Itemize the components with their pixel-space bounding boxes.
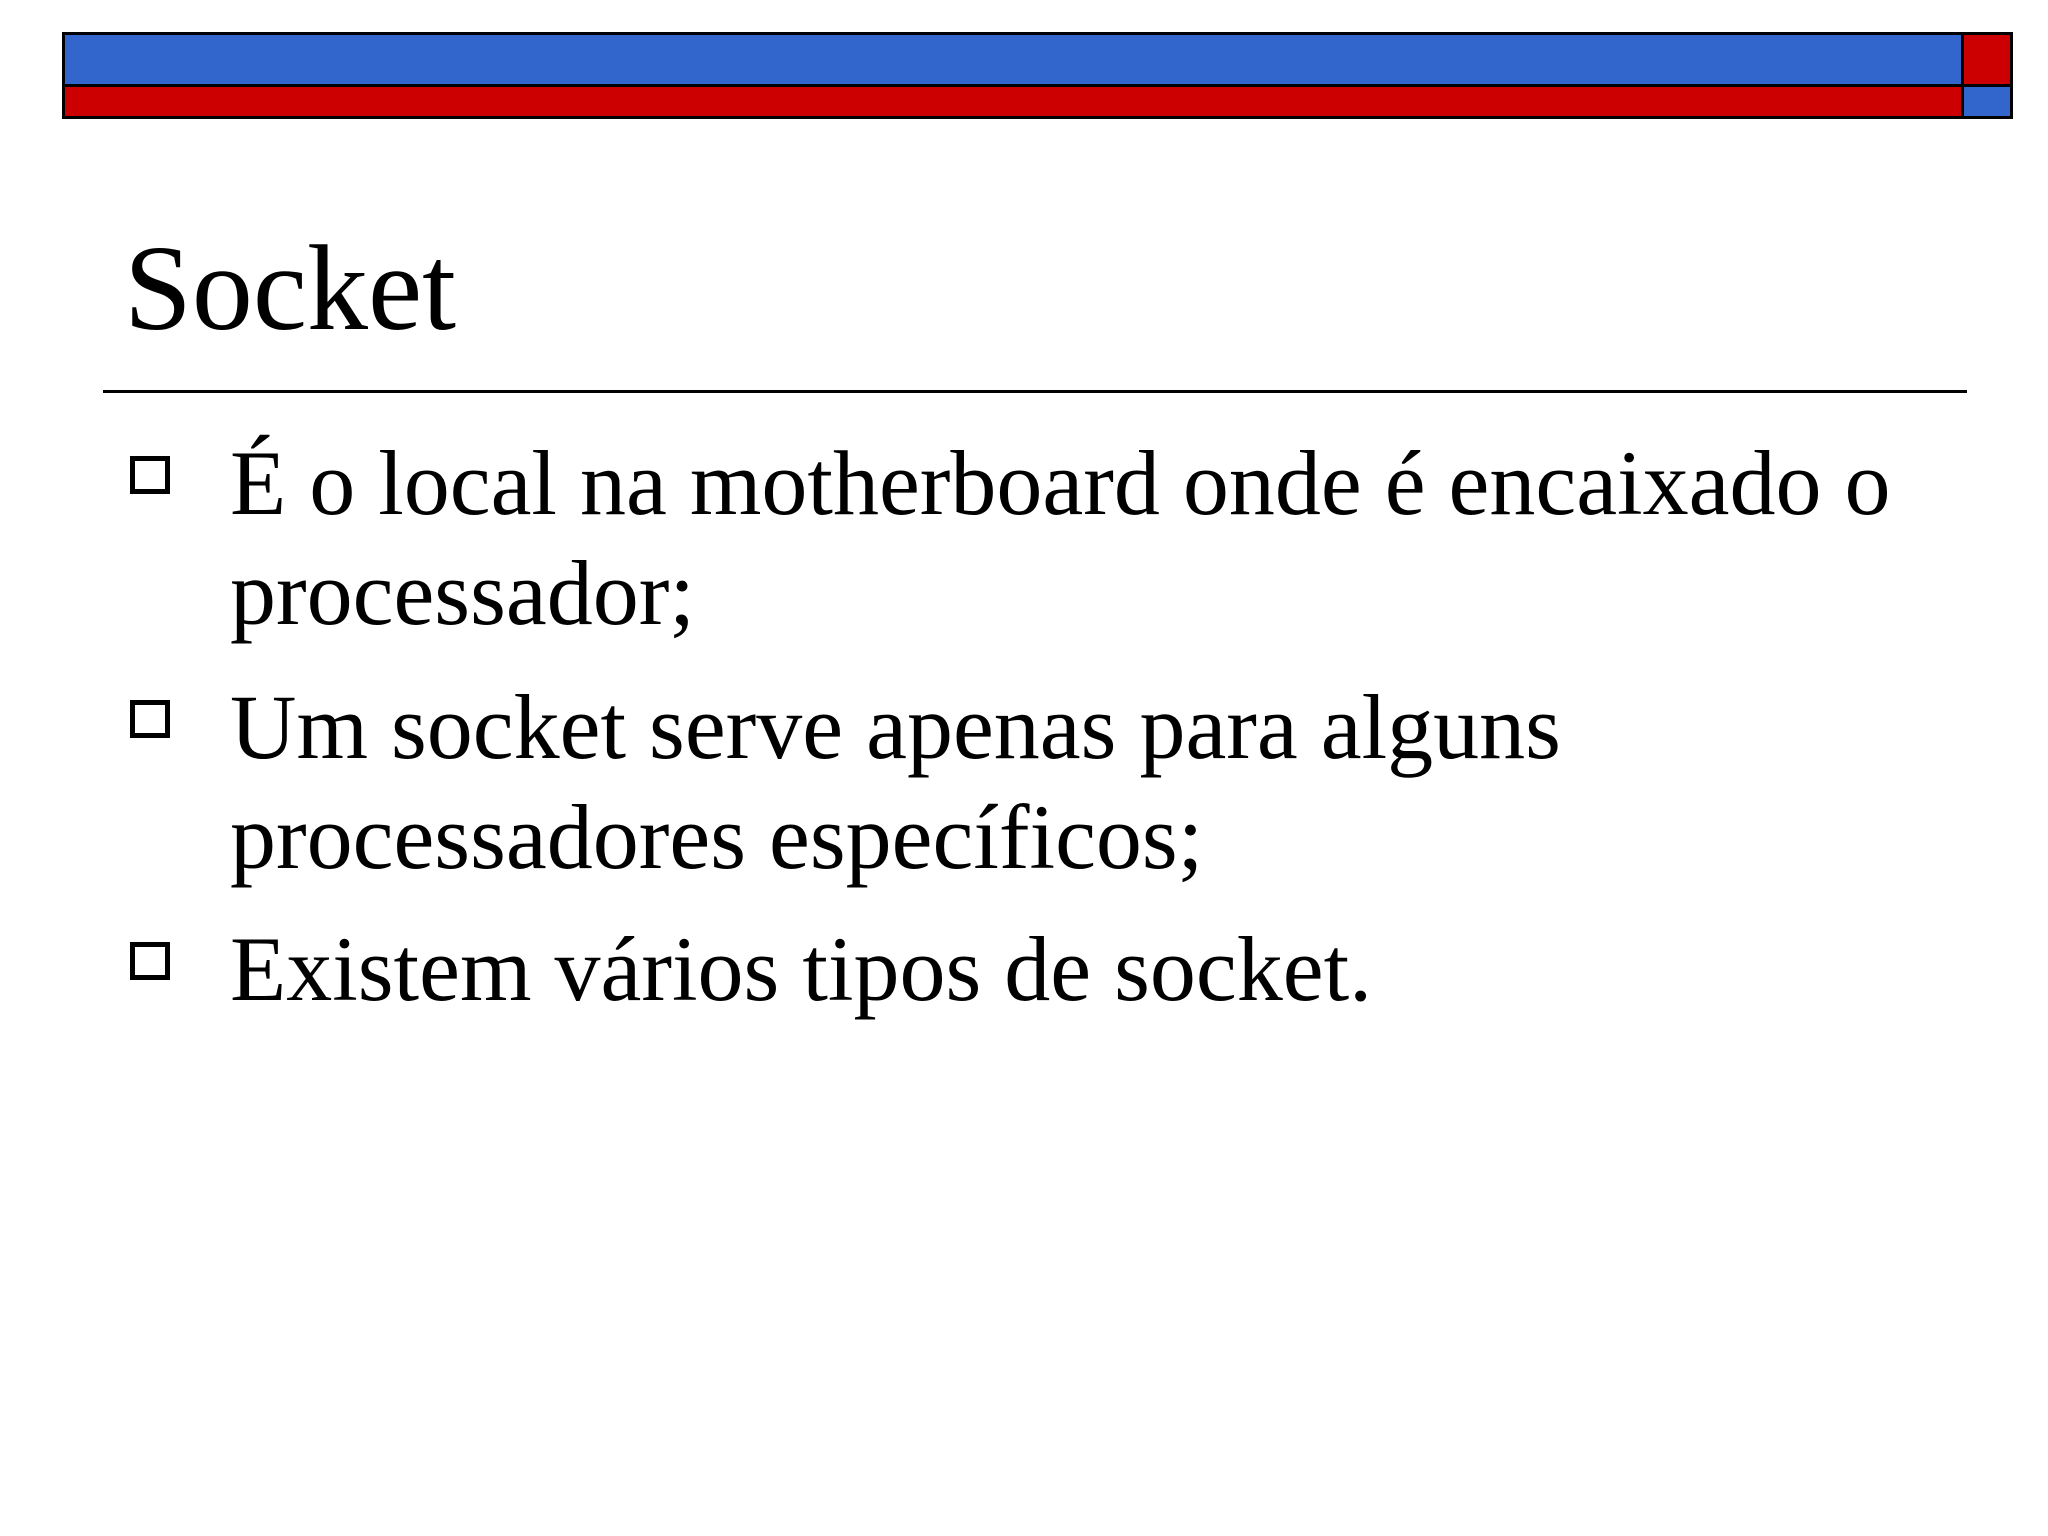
hollow-square-icon [130, 456, 170, 494]
bullet-line: Existem vários tipos de socket. [230, 918, 1373, 1020]
bullet-line: processador; [230, 542, 695, 644]
bullet-text [230, 914, 1930, 1024]
header-blue-square [1961, 84, 2013, 119]
hollow-square-icon [130, 700, 170, 738]
header-red-bar [62, 84, 1964, 119]
bullet-text [230, 672, 1930, 892]
title-divider [103, 390, 1967, 393]
header-blue-bar [62, 32, 1964, 87]
slide-title: Socket [124, 221, 457, 356]
bullet-line: Um socket serve apenas para alguns [230, 676, 1561, 778]
bullet-text [230, 428, 1930, 648]
header-red-square [1961, 32, 2013, 87]
hollow-square-icon [130, 942, 170, 980]
bullet-line: É o local na motherboard onde é encaixado o [230, 432, 1891, 534]
bullet-line: processadores específicos; [230, 786, 1204, 888]
